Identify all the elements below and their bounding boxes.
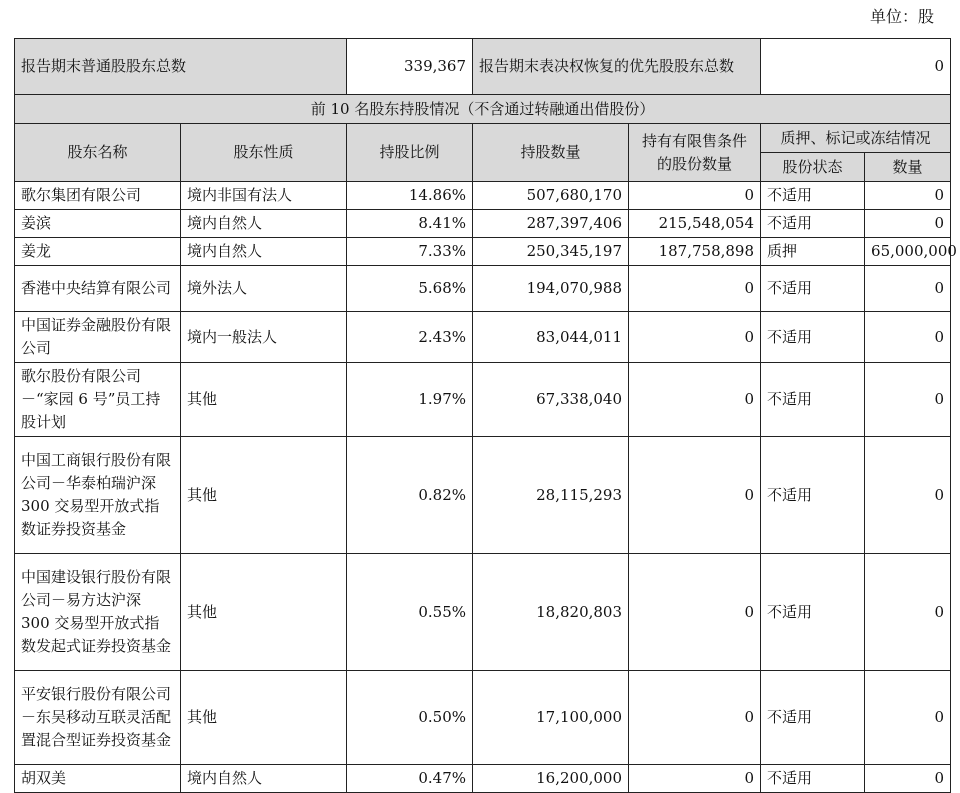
cell-name: 中国证券金融股份有限公司 bbox=[15, 312, 181, 363]
cell-restricted: 0 bbox=[629, 671, 761, 765]
cell-restricted: 0 bbox=[629, 363, 761, 437]
cell-qty: 65,000,000 bbox=[865, 238, 951, 266]
cell-shares: 507,680,170 bbox=[473, 182, 629, 210]
header-shares: 持股数量 bbox=[473, 124, 629, 182]
cell-name: 姜龙 bbox=[15, 238, 181, 266]
cell-status: 不适用 bbox=[761, 312, 865, 363]
cell-restricted: 0 bbox=[629, 182, 761, 210]
cell-nature: 其他 bbox=[181, 554, 347, 671]
cell-restricted: 0 bbox=[629, 312, 761, 363]
cell-restricted: 215,548,054 bbox=[629, 210, 761, 238]
table-row bbox=[15, 312, 951, 363]
cell-ratio: 14.86% bbox=[347, 182, 473, 210]
cell-status: 不适用 bbox=[761, 210, 865, 238]
section-title: 前 10 名股东持股情况（不含通过转融通出借股份） bbox=[15, 95, 951, 124]
cell-ratio: 0.47% bbox=[347, 765, 473, 793]
cell-name: 中国建设银行股份有限公司－易方达沪深 300 交易型开放式指数发起式证券投资基金 bbox=[15, 554, 181, 671]
table-row bbox=[15, 363, 951, 437]
summary-row bbox=[15, 39, 951, 95]
cell-qty: 0 bbox=[865, 437, 951, 554]
cell-name: 平安银行股份有限公司－东吴移动互联灵活配置混合型证券投资基金 bbox=[15, 671, 181, 765]
cell-qty: 0 bbox=[865, 363, 951, 437]
cell-status: 不适用 bbox=[761, 182, 865, 210]
unit-label: 单位：股 bbox=[869, 7, 934, 26]
cell-name: 中国工商银行股份有限公司－华泰柏瑞沪深 300 交易型开放式指数证券投资基金 bbox=[15, 437, 181, 554]
cell-name: 香港中央结算有限公司 bbox=[15, 266, 181, 312]
table-row bbox=[15, 238, 951, 266]
cell-qty: 0 bbox=[865, 765, 951, 793]
common-holders-label: 报告期末普通股股东总数 bbox=[15, 39, 347, 95]
cell-ratio: 2.43% bbox=[347, 312, 473, 363]
header-nature: 股东性质 bbox=[181, 124, 347, 182]
cell-name: 姜滨 bbox=[15, 210, 181, 238]
cell-shares: 250,345,197 bbox=[473, 238, 629, 266]
cell-restricted: 0 bbox=[629, 437, 761, 554]
cell-nature: 其他 bbox=[181, 437, 347, 554]
table-row bbox=[15, 266, 951, 312]
cell-restricted: 0 bbox=[629, 554, 761, 671]
shareholder-table bbox=[14, 38, 957, 793]
cell-qty: 0 bbox=[865, 554, 951, 671]
cell-nature: 境内自然人 bbox=[181, 765, 347, 793]
cell-name: 歌尔股份有限公司－“家园 6 号”员工持股计划 bbox=[15, 363, 181, 437]
header-pledge-group: 质押、标记或冻结情况 bbox=[761, 124, 951, 153]
table-row bbox=[15, 182, 951, 210]
preferred-holders-label: 报告期末表决权恢复的优先股股东总数 bbox=[473, 39, 761, 95]
cell-nature: 境内自然人 bbox=[181, 210, 347, 238]
header-qty: 数量 bbox=[865, 153, 951, 182]
header-ratio: 持股比例 bbox=[347, 124, 473, 182]
cell-status: 质押 bbox=[761, 238, 865, 266]
table-row bbox=[15, 210, 951, 238]
cell-status: 不适用 bbox=[761, 266, 865, 312]
header-row-1 bbox=[15, 124, 951, 153]
cell-status: 不适用 bbox=[761, 554, 865, 671]
cell-ratio: 8.41% bbox=[347, 210, 473, 238]
cell-restricted: 0 bbox=[629, 765, 761, 793]
cell-ratio: 0.55% bbox=[347, 554, 473, 671]
cell-nature: 境外法人 bbox=[181, 266, 347, 312]
cell-nature: 其他 bbox=[181, 363, 347, 437]
cell-shares: 83,044,011 bbox=[473, 312, 629, 363]
cell-name: 胡双美 bbox=[15, 765, 181, 793]
header-restricted: 持有有限售条件的股份数量 bbox=[629, 124, 761, 182]
cell-shares: 67,338,040 bbox=[473, 363, 629, 437]
table-row bbox=[15, 437, 951, 554]
cell-qty: 0 bbox=[865, 210, 951, 238]
cell-shares: 16,200,000 bbox=[473, 765, 629, 793]
cell-shares: 17,100,000 bbox=[473, 671, 629, 765]
table-row bbox=[15, 765, 951, 793]
header-status: 股份状态 bbox=[761, 153, 865, 182]
cell-ratio: 5.68% bbox=[347, 266, 473, 312]
cell-nature: 其他 bbox=[181, 671, 347, 765]
header-name: 股东名称 bbox=[15, 124, 181, 182]
cell-shares: 287,397,406 bbox=[473, 210, 629, 238]
cell-shares: 194,070,988 bbox=[473, 266, 629, 312]
cell-qty: 0 bbox=[865, 266, 951, 312]
preferred-holders-value: 0 bbox=[761, 39, 951, 95]
section-title-row bbox=[15, 95, 951, 124]
cell-restricted: 0 bbox=[629, 266, 761, 312]
cell-status: 不适用 bbox=[761, 671, 865, 765]
cell-shares: 18,820,803 bbox=[473, 554, 629, 671]
cell-status: 不适用 bbox=[761, 437, 865, 554]
cell-ratio: 1.97% bbox=[347, 363, 473, 437]
cell-qty: 0 bbox=[865, 312, 951, 363]
cell-status: 不适用 bbox=[761, 363, 865, 437]
cell-shares: 28,115,293 bbox=[473, 437, 629, 554]
cell-restricted: 187,758,898 bbox=[629, 238, 761, 266]
cell-ratio: 0.82% bbox=[347, 437, 473, 554]
cell-ratio: 7.33% bbox=[347, 238, 473, 266]
table-row bbox=[15, 554, 951, 671]
cell-nature: 境内自然人 bbox=[181, 238, 347, 266]
cell-name: 歌尔集团有限公司 bbox=[15, 182, 181, 210]
cell-qty: 0 bbox=[865, 671, 951, 765]
cell-status: 不适用 bbox=[761, 765, 865, 793]
cell-nature: 境内一般法人 bbox=[181, 312, 347, 363]
cell-nature: 境内非国有法人 bbox=[181, 182, 347, 210]
cell-qty: 0 bbox=[865, 182, 951, 210]
cell-ratio: 0.50% bbox=[347, 671, 473, 765]
table-row bbox=[15, 671, 951, 765]
common-holders-value: 339,367 bbox=[347, 39, 473, 95]
